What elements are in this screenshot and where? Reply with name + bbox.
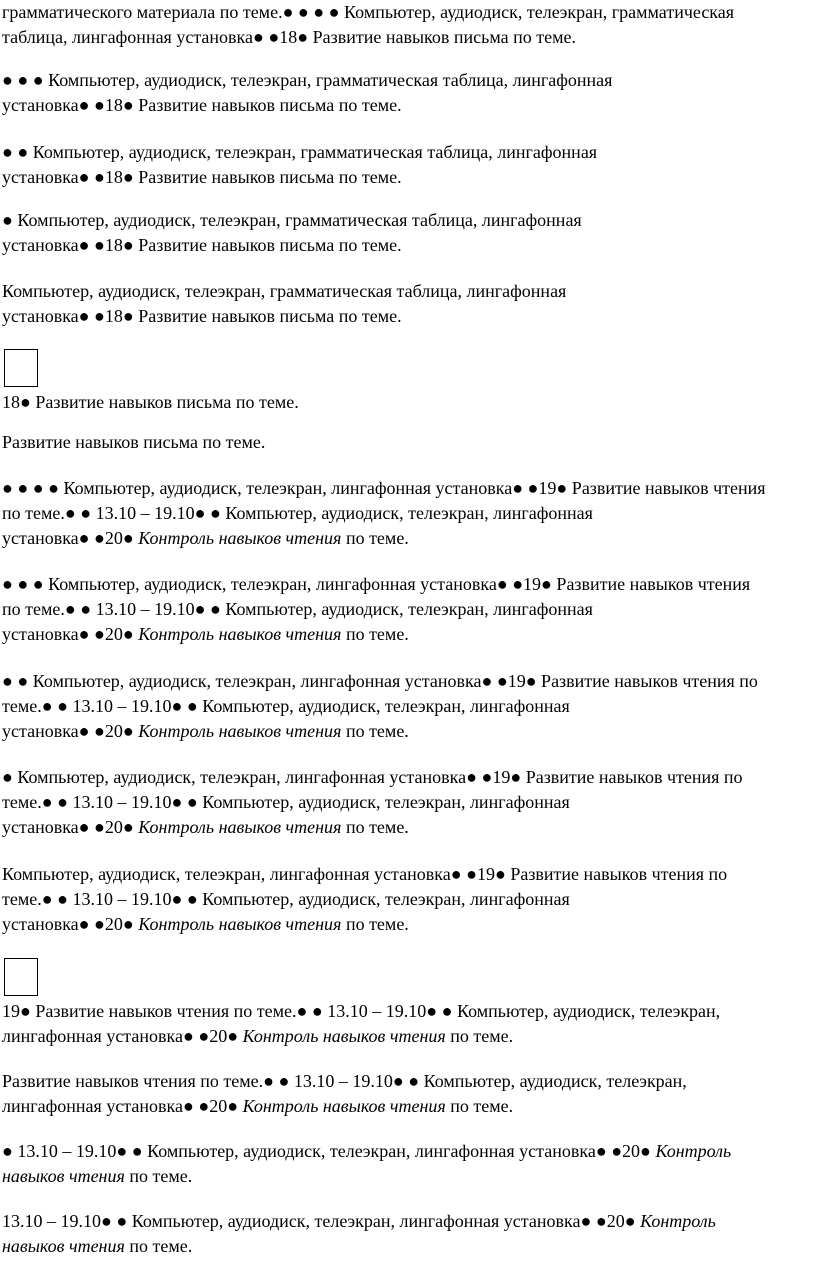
paragraph bbox=[2, 208, 582, 258]
text-run: по теме. bbox=[445, 1096, 514, 1116]
text-run: лингафонная установка● ●20● bbox=[2, 1096, 243, 1116]
italic-text: Контроль навыков чтения bbox=[138, 817, 342, 837]
paragraph bbox=[2, 390, 299, 415]
italic-text: навыков чтения bbox=[2, 1236, 125, 1256]
text-run: по теме. bbox=[341, 817, 409, 837]
text-run: установка● ●20● bbox=[2, 528, 139, 548]
paragraph bbox=[2, 0, 734, 50]
text-line: установка● ●18● Развитие навыков письма по теме. bbox=[2, 235, 402, 255]
italic-text: Контроль навыков чтения bbox=[138, 721, 342, 741]
text-line: ● Компьютер, аудиодиск, телеэкран, грамматическая таблица, лингафонная bbox=[2, 210, 582, 230]
text-line: 19● Развитие навыков чтения по теме.● ● 13.10 – 19.10● ● Компьютер, аудиодиск, телеэкран, bbox=[2, 1001, 721, 1021]
paragraph bbox=[2, 1069, 687, 1119]
text-run: 13.10 – 19.10● ● Компьютер, аудиодиск, телеэкран, лингафонная установка● ●20● bbox=[2, 1211, 641, 1231]
text-line bbox=[2, 1209, 716, 1234]
text-line: ● ● ● ● Компьютер, аудиодиск, телеэкран, лингафонная установка● ●19● Развитие навыков чтения bbox=[2, 478, 766, 498]
text-line bbox=[2, 912, 727, 937]
text-line: Развитие навыков чтения по теме.● ● 13.10 – 19.10● ● Компьютер, аудиодиск, телеэкран, bbox=[2, 1071, 687, 1091]
paragraph bbox=[2, 572, 750, 647]
text-line bbox=[2, 1234, 716, 1259]
text-run: по теме. bbox=[445, 1026, 514, 1046]
text-line: установка● ●18● Развитие навыков письма по теме. bbox=[2, 95, 402, 115]
text-line: теме.● ● 13.10 – 19.10● ● Компьютер, аудиодиск, телеэкран, лингафонная bbox=[2, 696, 570, 716]
text-line bbox=[2, 815, 743, 840]
text-line: теме.● ● 13.10 – 19.10● ● Компьютер, аудиодиск, телеэкран, лингафонная bbox=[2, 889, 570, 909]
empty-frame-box bbox=[4, 349, 38, 387]
text-line: грамматического материала по теме.● ● ● ● Компьютер, аудиодиск, телеэкран, грамматическая bbox=[2, 2, 735, 22]
paragraph bbox=[2, 1209, 716, 1259]
text-run: по теме. bbox=[341, 914, 409, 934]
text-line bbox=[2, 1024, 720, 1049]
text-line: установка● ●18● Развитие навыков письма по теме. bbox=[2, 167, 402, 187]
text-line: ● ● Компьютер, аудиодиск, телеэкран, грамматическая таблица, лингафонная bbox=[2, 142, 598, 162]
text-line bbox=[2, 719, 758, 744]
text-run: по теме. bbox=[341, 721, 409, 741]
paragraph bbox=[2, 140, 597, 190]
text-line bbox=[2, 526, 766, 551]
italic-text: Контроль bbox=[640, 1211, 716, 1231]
paragraph bbox=[2, 669, 758, 744]
empty-frame-box bbox=[4, 958, 38, 996]
paragraph bbox=[2, 430, 265, 455]
italic-text: Контроль навыков чтения bbox=[242, 1026, 446, 1046]
text-line: по теме.● ● 13.10 – 19.10● ● Компьютер, аудиодиск, телеэкран, лингафонная bbox=[2, 503, 593, 523]
paragraph bbox=[2, 862, 727, 937]
text-run: лингафонная установка● ●20● bbox=[2, 1026, 243, 1046]
text-line: таблица, лингафонная установка● ●18● Развитие навыков письма по теме. bbox=[2, 27, 576, 47]
text-run: установка● ●20● bbox=[2, 914, 139, 934]
paragraph bbox=[2, 476, 766, 551]
paragraph bbox=[2, 279, 566, 329]
text-run: ● 13.10 – 19.10● ● Компьютер, аудиодиск, телеэкран, лингафонная установка● ●20● bbox=[2, 1141, 656, 1161]
text-line: ● Компьютер, аудиодиск, телеэкран, лингафонная установка● ●19● Развитие навыков чтения по bbox=[2, 767, 743, 787]
paragraph bbox=[2, 1139, 731, 1189]
paragraph bbox=[2, 765, 743, 840]
text-line: ● ● ● Компьютер, аудиодиск, телеэкран, лингафонная установка● ●19● Развитие навыков чтения bbox=[2, 574, 751, 594]
text-run: установка● ●20● bbox=[2, 721, 139, 741]
italic-text: Контроль навыков чтения bbox=[138, 528, 342, 548]
text-line: Развитие навыков письма по теме. bbox=[2, 432, 266, 452]
text-run: по теме. bbox=[124, 1166, 193, 1186]
italic-text: Контроль навыков чтения bbox=[138, 624, 342, 644]
italic-text: Контроль навыков чтения bbox=[138, 914, 342, 934]
text-run: по теме. bbox=[124, 1236, 193, 1256]
text-line: Компьютер, аудиодиск, телеэкран, лингафонная установка● ●19● Развитие навыков чтения по bbox=[2, 864, 728, 884]
text-line: ● ● Компьютер, аудиодиск, телеэкран, лингафонная установка● ●19● Развитие навыков чтения по bbox=[2, 671, 758, 691]
text-run: установка● ●20● bbox=[2, 624, 139, 644]
italic-text: Контроль навыков чтения bbox=[242, 1096, 446, 1116]
text-line: по теме.● ● 13.10 – 19.10● ● Компьютер, аудиодиск, телеэкран, лингафонная bbox=[2, 599, 593, 619]
text-run: установка● ●20● bbox=[2, 817, 139, 837]
paragraph bbox=[2, 999, 720, 1049]
text-line: 18● Развитие навыков письма по теме. bbox=[2, 392, 299, 412]
text-line: установка● ●18● Развитие навыков письма по теме. bbox=[2, 306, 402, 326]
italic-text: Контроль bbox=[655, 1141, 732, 1161]
text-line bbox=[2, 1164, 731, 1189]
text-line: Компьютер, аудиодиск, телеэкран, грамматическая таблица, лингафонная bbox=[2, 281, 567, 301]
text-line bbox=[2, 1139, 731, 1164]
text-line: ● ● ● Компьютер, аудиодиск, телеэкран, грамматическая таблица, лингафонная bbox=[2, 70, 613, 90]
paragraph bbox=[2, 68, 612, 118]
text-line: теме.● ● 13.10 – 19.10● ● Компьютер, аудиодиск, телеэкран, лингафонная bbox=[2, 792, 570, 812]
text-line bbox=[2, 622, 750, 647]
text-run: по теме. bbox=[341, 528, 409, 548]
text-run: по теме. bbox=[341, 624, 409, 644]
text-line bbox=[2, 1094, 687, 1119]
italic-text: навыков чтения bbox=[2, 1166, 125, 1186]
